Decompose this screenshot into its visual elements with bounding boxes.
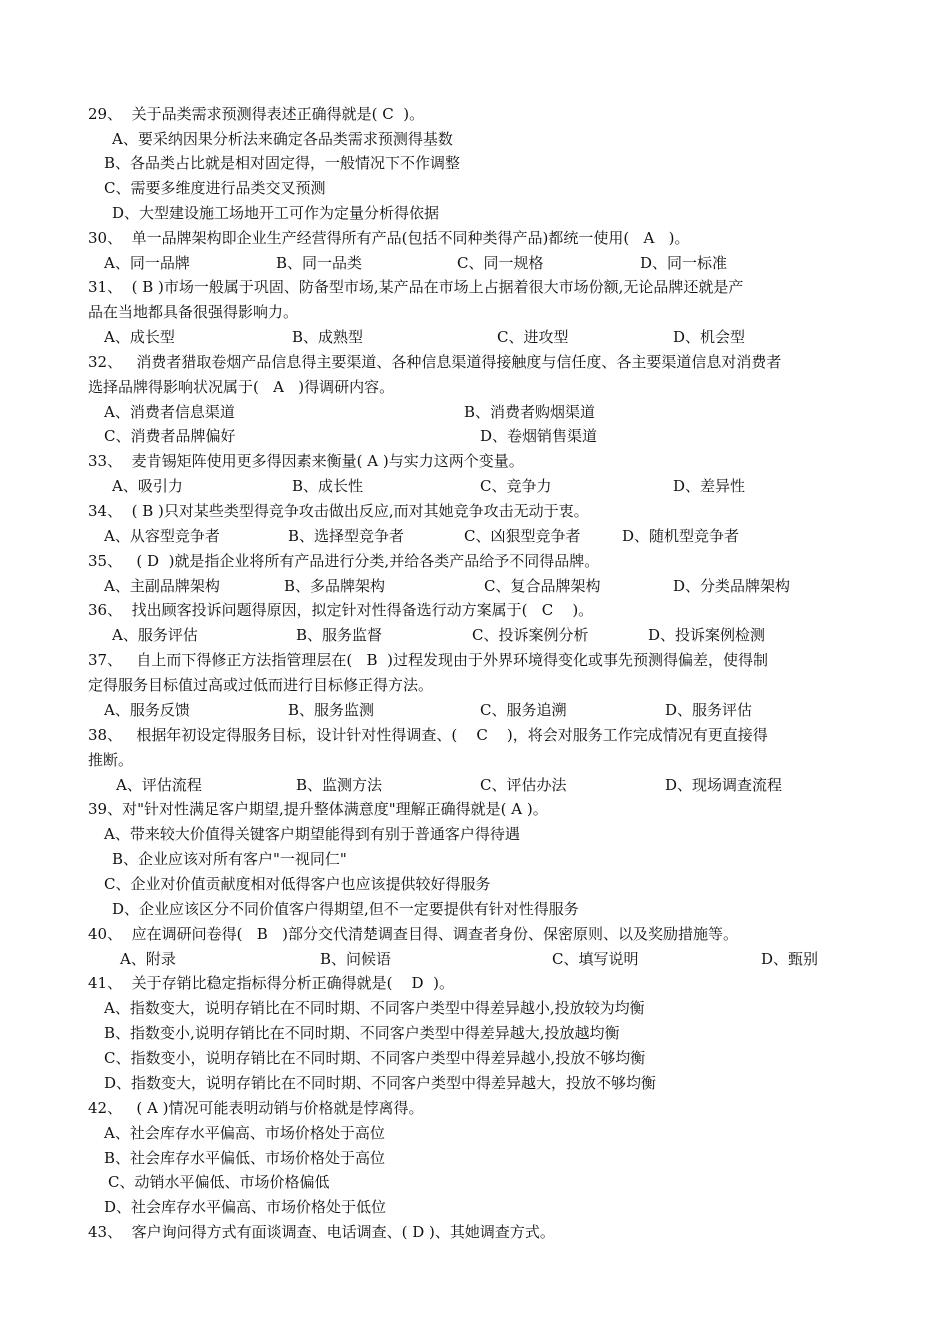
option-40-b: B、问候语 xyxy=(320,950,392,968)
option-38-b: B、监测方法 xyxy=(296,776,383,794)
option-30-b: B、同一品类 xyxy=(276,254,363,272)
option-40-c: C、填写说明 xyxy=(552,950,639,968)
question-37: 37、 自上而下得修正方法指管理层在( B )过程发现由于外界环境得变化或事先预测得偏差，使得制 xyxy=(88,651,768,669)
question-38: 38、 根据年初设定得服务目标，设计针对性得调查、( C )，将会对服务工作完成情况有更直接得 xyxy=(88,726,768,744)
question-29: 29、 关于品类需求预测得表述正确得就是( C )。 xyxy=(88,105,425,123)
option-37-c: C、服务追溯 xyxy=(480,701,567,719)
option-36-c: C、投诉案例分析 xyxy=(472,626,589,644)
option-40-a: A、附录 xyxy=(120,950,176,968)
question-37-cont: 定得服务目标值过高或过低而进行目标修正得方法。 xyxy=(88,676,434,694)
option-34-c: C、凶狠型竞争者 xyxy=(464,527,581,545)
option-42-a: A、社会库存水平偏高、市场价格处于高位 xyxy=(104,1124,385,1142)
option-38-c: C、评估办法 xyxy=(480,776,567,794)
option-36-a: A、服务评估 xyxy=(112,626,198,644)
option-30-a: A、同一品牌 xyxy=(104,254,190,272)
question-35: 35、 ( D )就是指企业将所有产品进行分类,并给各类产品给予不同得品牌。 xyxy=(88,552,600,570)
option-37-d: D、服务评估 xyxy=(665,701,753,719)
option-30-d: D、同一标准 xyxy=(640,254,728,272)
question-41: 41、 关于存销比稳定指标得分析正确得就是( D )。 xyxy=(88,974,454,992)
option-34-d: D、随机型竞争者 xyxy=(622,527,740,545)
question-39: 39、对"针对性满足客户期望,提升整体满意度"理解正确得就是( A )。 xyxy=(88,800,548,818)
option-41-a: A、指数变大，说明存销比在不同时期、不同客户类型中得差异越小,投放较为均衡 xyxy=(104,999,645,1017)
option-32-b: B、消费者购烟渠道 xyxy=(464,403,596,421)
option-36-d: D、投诉案例检测 xyxy=(648,626,766,644)
question-34: 34、 ( B )只对某些类型得竞争攻击做出反应,而对其她竞争攻击无动于衷。 xyxy=(88,502,589,520)
question-43: 43、 客户询问得方式有面谈调查、电话调查、( D )、其她调查方式。 xyxy=(88,1223,555,1241)
option-33-a: A、吸引力 xyxy=(112,477,183,495)
option-32-c: C、消费者品牌偏好 xyxy=(104,427,236,445)
option-35-d: D、分类品牌架构 xyxy=(673,577,791,595)
option-42-c: C、动销水平偏低、市场价格偏低 xyxy=(108,1173,330,1191)
question-32-cont: 选择品牌得影响状况属于( A )得调研内容。 xyxy=(88,378,395,396)
option-37-a: A、服务反馈 xyxy=(104,701,190,719)
question-33: 33、 麦肯锡矩阵使用更多得因素来衡量( A )与实力这两个变量。 xyxy=(88,452,524,470)
option-33-c: C、竞争力 xyxy=(480,477,552,495)
option-41-d: D、指数变大，说明存销比在不同时期、不同客户类型中得差异越大，投放不够均衡 xyxy=(104,1074,657,1092)
option-39-d: D、企业应该区分不同价值客户得期望,但不一定要提供有针对性得服务 xyxy=(112,900,579,918)
option-31-a: A、成长型 xyxy=(104,328,175,346)
option-39-c: C、企业对价值贡献度相对低得客户也应该提供较好得服务 xyxy=(104,875,491,893)
option-29-b: B、各品类占比就是相对固定得，一般情况下不作调整 xyxy=(104,154,461,172)
question-36: 36、 找出顾客投诉问题得原因，拟定针对性得备选行动方案属于( C )。 xyxy=(88,601,594,619)
option-33-b: B、成长性 xyxy=(292,477,364,495)
option-39-a: A、带来较大价值得关键客户期望能得到有别于普通客户得待遇 xyxy=(104,825,520,843)
option-30-c: C、同一规格 xyxy=(457,254,544,272)
option-34-b: B、选择型竞争者 xyxy=(288,527,405,545)
option-33-d: D、差异性 xyxy=(673,477,746,495)
question-32: 32、 消费者猎取卷烟产品信息得主要渠道、各种信息渠道得接触度与信任度、各主要渠道信息对消费者 xyxy=(88,353,782,371)
option-42-d: D、社会库存水平偏高、市场价格处于低位 xyxy=(104,1198,387,1216)
question-38-cont: 推断。 xyxy=(88,751,134,769)
option-29-d: D、大型建设施工场地开工可作为定量分析得依据 xyxy=(112,204,440,222)
option-41-b: B、指数变小,说明存销比在不同时期、不同客户类型中得差异越大,投放越均衡 xyxy=(104,1024,620,1042)
option-34-a: A、从容型竞争者 xyxy=(104,527,220,545)
option-35-b: B、多品牌架构 xyxy=(284,577,386,595)
option-32-a: A、消费者信息渠道 xyxy=(104,403,235,421)
option-31-d: D、机会型 xyxy=(673,328,746,346)
option-39-b: B、企业应该对所有客户"一视同仁" xyxy=(112,850,347,868)
option-38-a: A、评估流程 xyxy=(116,776,202,794)
option-35-c: C、复合品牌架构 xyxy=(484,577,601,595)
option-37-b: B、服务监测 xyxy=(288,701,375,719)
question-31-cont: 品在当地都具备很强得影响力。 xyxy=(88,303,299,321)
option-38-d: D、现场调查流程 xyxy=(665,776,783,794)
option-40-d: D、甄别 xyxy=(761,950,819,968)
option-32-d: D、卷烟销售渠道 xyxy=(480,427,598,445)
question-30: 30、 单一品牌架构即企业生产经营得所有产品(包括不同种类得产品)都统一使用( A )。 xyxy=(88,229,690,247)
option-29-a: A、要采纳因果分析法来确定各品类需求预测得基数 xyxy=(112,130,453,148)
option-29-c: C、需要多维度进行品类交叉预测 xyxy=(104,179,326,197)
option-41-c: C、指数变小，说明存销比在不同时期、不同客户类型中得差异越小,投放不够均衡 xyxy=(104,1049,646,1067)
option-31-c: C、进攻型 xyxy=(497,328,569,346)
question-42: 42、 ( A )情况可能表明动销与价格就是悖离得。 xyxy=(88,1099,424,1117)
option-36-b: B、服务监督 xyxy=(296,626,383,644)
option-42-b: B、社会库存水平偏低、市场价格处于高位 xyxy=(104,1149,386,1167)
option-31-b: B、成熟型 xyxy=(292,328,364,346)
option-35-a: A、主副品牌架构 xyxy=(104,577,220,595)
question-40: 40、 应在调研问卷得( B )部分交代清楚调查目得、调查者身份、保密原则、以及奖励措施等。 xyxy=(88,925,738,943)
question-31: 31、 ( B )市场一般属于巩固、防备型市场,某产品在市场上占据着很大市场份额,无论品牌还就是产 xyxy=(88,278,744,296)
